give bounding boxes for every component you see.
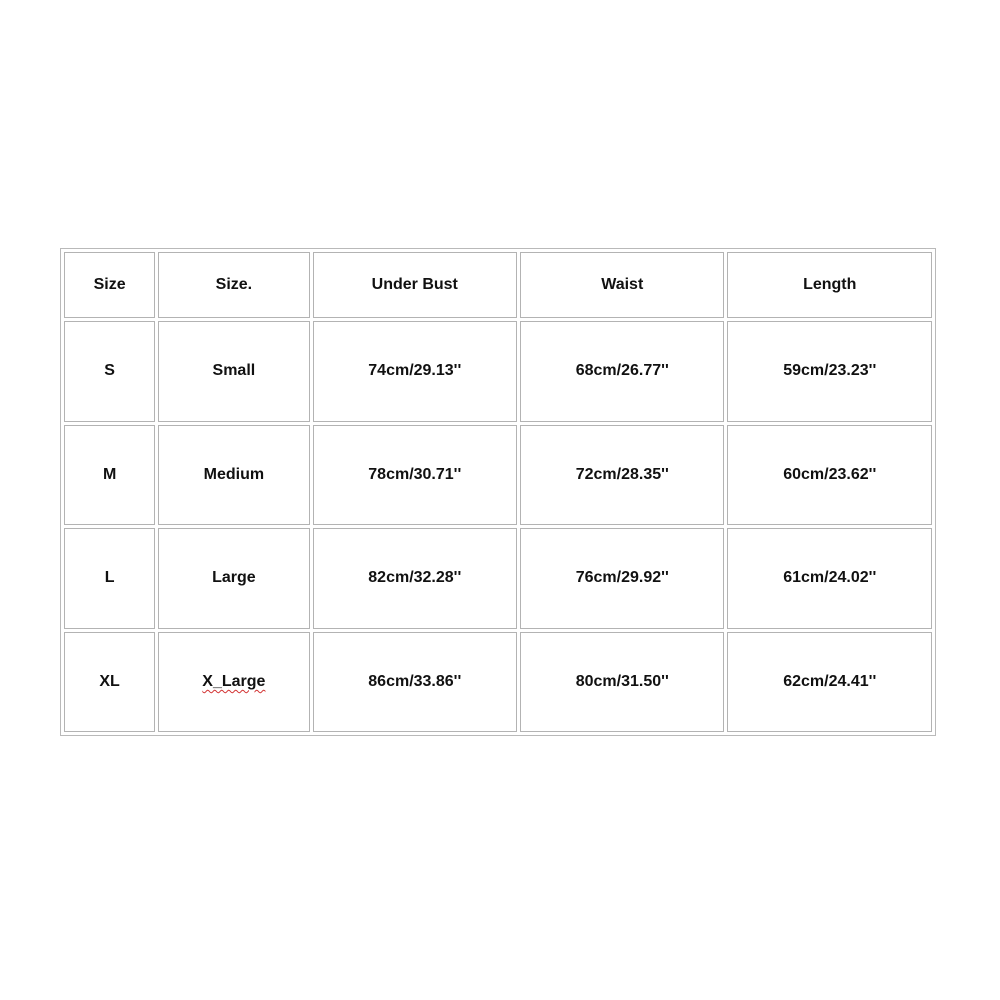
cell-waist: 80cm/31.50'' <box>520 632 724 732</box>
header-cell-length: Length <box>727 252 932 318</box>
cell-size: L <box>64 528 155 628</box>
cell-size: XL <box>64 632 155 732</box>
cell-size-name: Medium <box>158 425 309 525</box>
cell-size: S <box>64 321 155 421</box>
cell-waist: 68cm/26.77'' <box>520 321 724 421</box>
spellcheck-flagged-text: X_Large <box>202 672 266 690</box>
header-cell-size-name: Size. <box>158 252 309 318</box>
cell-size-name: Small <box>158 321 309 421</box>
cell-size-name: Large <box>158 528 309 628</box>
header-cell-size: Size <box>64 252 155 318</box>
cell-size-name <box>158 632 309 732</box>
header-row <box>64 252 932 318</box>
cell-length: 61cm/24.02'' <box>727 528 932 628</box>
table-row <box>64 321 932 421</box>
table-row <box>64 632 932 732</box>
table-row <box>64 425 932 525</box>
cell-length: 62cm/24.41'' <box>727 632 932 732</box>
size-chart-table <box>60 248 936 736</box>
header-cell-waist: Waist <box>520 252 724 318</box>
cell-waist: 76cm/29.92'' <box>520 528 724 628</box>
cell-length: 60cm/23.62'' <box>727 425 932 525</box>
cell-size: M <box>64 425 155 525</box>
cell-under-bust: 82cm/32.28'' <box>313 528 517 628</box>
header-cell-under-bust: Under Bust <box>313 252 517 318</box>
cell-under-bust: 86cm/33.86'' <box>313 632 517 732</box>
cell-waist: 72cm/28.35'' <box>520 425 724 525</box>
cell-length: 59cm/23.23'' <box>727 321 932 421</box>
table-row <box>64 528 932 628</box>
cell-under-bust: 78cm/30.71'' <box>313 425 517 525</box>
cell-under-bust: 74cm/29.13'' <box>313 321 517 421</box>
